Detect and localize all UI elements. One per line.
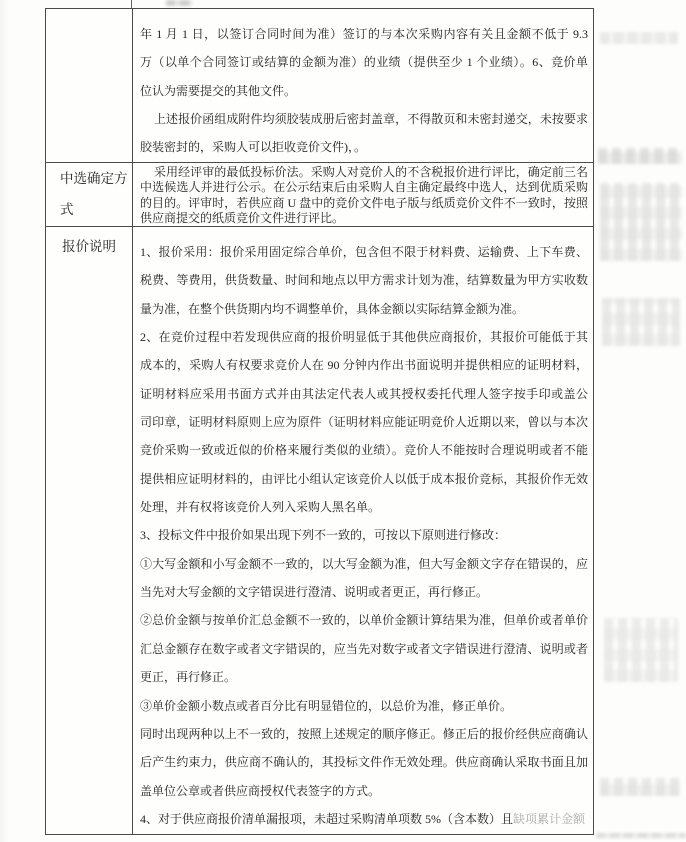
text-line	[140, 380, 588, 408]
text-line	[140, 606, 588, 634]
text: 上述报价函组成附件均须胶装成册后密封盖章，不得散页和未密封递交，未按要求	[154, 112, 588, 127]
text-line	[140, 408, 588, 436]
text: 后产生约束力，供应商不确认的，其投标文件作无效处理。供应商确认采取书面且加	[140, 755, 588, 770]
text: 当先对大写金额的文字错误进行澄清、说明或者更正，再行修正。	[140, 585, 489, 600]
text: 万（以单个合同签订或结算的金额为准）的业绩（提供至少 1 个业绩）。6、竞价单	[140, 55, 588, 70]
text-line	[140, 550, 588, 578]
text-line	[140, 238, 588, 266]
bleed-through-artifact	[596, 833, 686, 838]
text-line	[140, 493, 588, 521]
row-header-label: 中选确定方式	[46, 163, 133, 226]
text-line	[140, 105, 588, 133]
text: 竞价采购一致或近似的价格来履行类似的业绩）。竞价人不能按时合理说明或者不能	[140, 443, 588, 458]
bleed-through-artifact	[604, 618, 678, 682]
table-row	[46, 163, 593, 227]
text: 3、投标文件中报价如果出现下列不一致的，可按以下原则进行修改：	[140, 528, 507, 543]
bleed-through-artifact	[600, 778, 680, 796]
text: 采用经评审的最低投标价法。采购人对竞价人的不含税报价进行评比，确定前三名	[154, 165, 588, 179]
text-line	[140, 748, 588, 776]
bleed-through-artifact	[166, 0, 192, 6]
text-line	[140, 805, 588, 833]
text: ①大写金额和小写金额不一致的，以大写金额为准，但大写金额文字存在错误的，应	[140, 556, 588, 571]
faded-text: 缺项累计金额	[513, 811, 586, 826]
text-line	[140, 180, 588, 195]
text: 税费、等费用，供货数量、时间和地点以甲方需求计划为准，结算数量为甲方实收数	[140, 273, 588, 288]
text: 2、在竞价过程中若发现供应商的报价明显低于其他供应商报价，其报价可能低于其	[140, 330, 588, 345]
text: 1、报价采用：报价采用固定综合单价，包含但不限于材料费、运输费、上下车费、	[140, 245, 588, 259]
text: 成本的，采购人有权要求竞价人在 90 分钟内作出书面说明并提供相应的证明材料，	[140, 358, 588, 373]
text: 胶装密封的，采购人可以拒收竞价文件)，。	[140, 140, 366, 155]
text: 4、对于供应商报价清单漏报项，未超过采购清单项数 5%（含本数）且	[140, 811, 513, 826]
table-row	[46, 9, 593, 163]
text: 处理，并有权将该竞价人列入采购人黑名单。	[140, 500, 381, 515]
text-line	[140, 20, 588, 48]
text: 司印章，证明材料原则上应为原件（证明材料应能证明竞价人近期以来，曾以与本次	[140, 415, 588, 430]
row-content	[133, 9, 593, 162]
procurement-terms-table	[45, 8, 594, 835]
text: 供应商提交的纸质竞价文件进行评比。	[140, 210, 345, 225]
row-header-label	[46, 9, 133, 162]
text-line	[140, 663, 588, 691]
text: 提供相应证明材料的，由评比小组认定该竞价人以低于成本报价竞标，其报价作无效	[140, 471, 588, 486]
text: 更正，再行修正。	[140, 670, 237, 685]
text: 中选候选人并进行公示。在公示结束后由采购人自主确定最终中选人，达到优质采购	[140, 180, 588, 195]
text-line	[140, 720, 588, 748]
text-line	[140, 295, 588, 323]
text-line	[140, 635, 588, 663]
text: 证明材料应采用书面方式并由其法定代表人或其授权委托代理人签字按手印或盖公	[140, 386, 588, 401]
text-line	[140, 48, 588, 76]
text: 同时出现两种以上不一致的，按照上述规定的顺序修正。修正后的报价经供应商确认	[140, 726, 588, 741]
text-line	[140, 436, 588, 464]
text: 年 1 月 1 日，以签订合同时间为准）签订的与本次采购内容有关且金额不低于 9.3	[140, 27, 588, 41]
text: 位认为需要提交的其他文件。	[140, 83, 297, 98]
row-content	[133, 227, 593, 834]
text-line	[140, 465, 588, 493]
bleed-through-artifact	[598, 148, 682, 164]
text-line	[140, 196, 588, 211]
text-line	[140, 323, 588, 351]
text-line	[140, 578, 588, 606]
text: ②总价金额与按单价汇总金额不一致的，以单价金额计算结果为准，但单价或者单价	[140, 613, 588, 628]
text: 汇总金额存在数字或者文字错误的，应当先对数字或者文字错误进行澄清、说明或者	[140, 641, 588, 656]
text: 盖单位公章或者供应商授权代表签字的方式。	[140, 783, 381, 798]
row-header-label: 报价说明	[46, 227, 133, 834]
text-line	[140, 351, 588, 379]
bleed-through-artifact	[600, 32, 678, 44]
row-content	[133, 163, 593, 226]
text-line	[140, 777, 588, 805]
text-line	[140, 692, 588, 720]
table-row	[46, 227, 593, 834]
bleed-through-artifact	[600, 183, 682, 261]
text: ③单价金额小数点或者百分比有明显错位的，以总价为准，修正单价。	[140, 698, 513, 713]
text: 的目的。评审时，若供应商 U 盘中的竞价文件电子版与纸质竞价文件不一致时，按照	[140, 195, 588, 210]
text-line	[140, 521, 588, 549]
text-line	[140, 211, 588, 226]
text-line	[140, 77, 588, 105]
bleed-through-artifact	[602, 298, 680, 346]
text-line	[140, 165, 588, 180]
text-line	[140, 266, 588, 294]
text: 量为准，在整个供货期内均不调整单价，具体金额以实际结算金额为准。	[140, 301, 525, 316]
text-line	[140, 133, 588, 161]
